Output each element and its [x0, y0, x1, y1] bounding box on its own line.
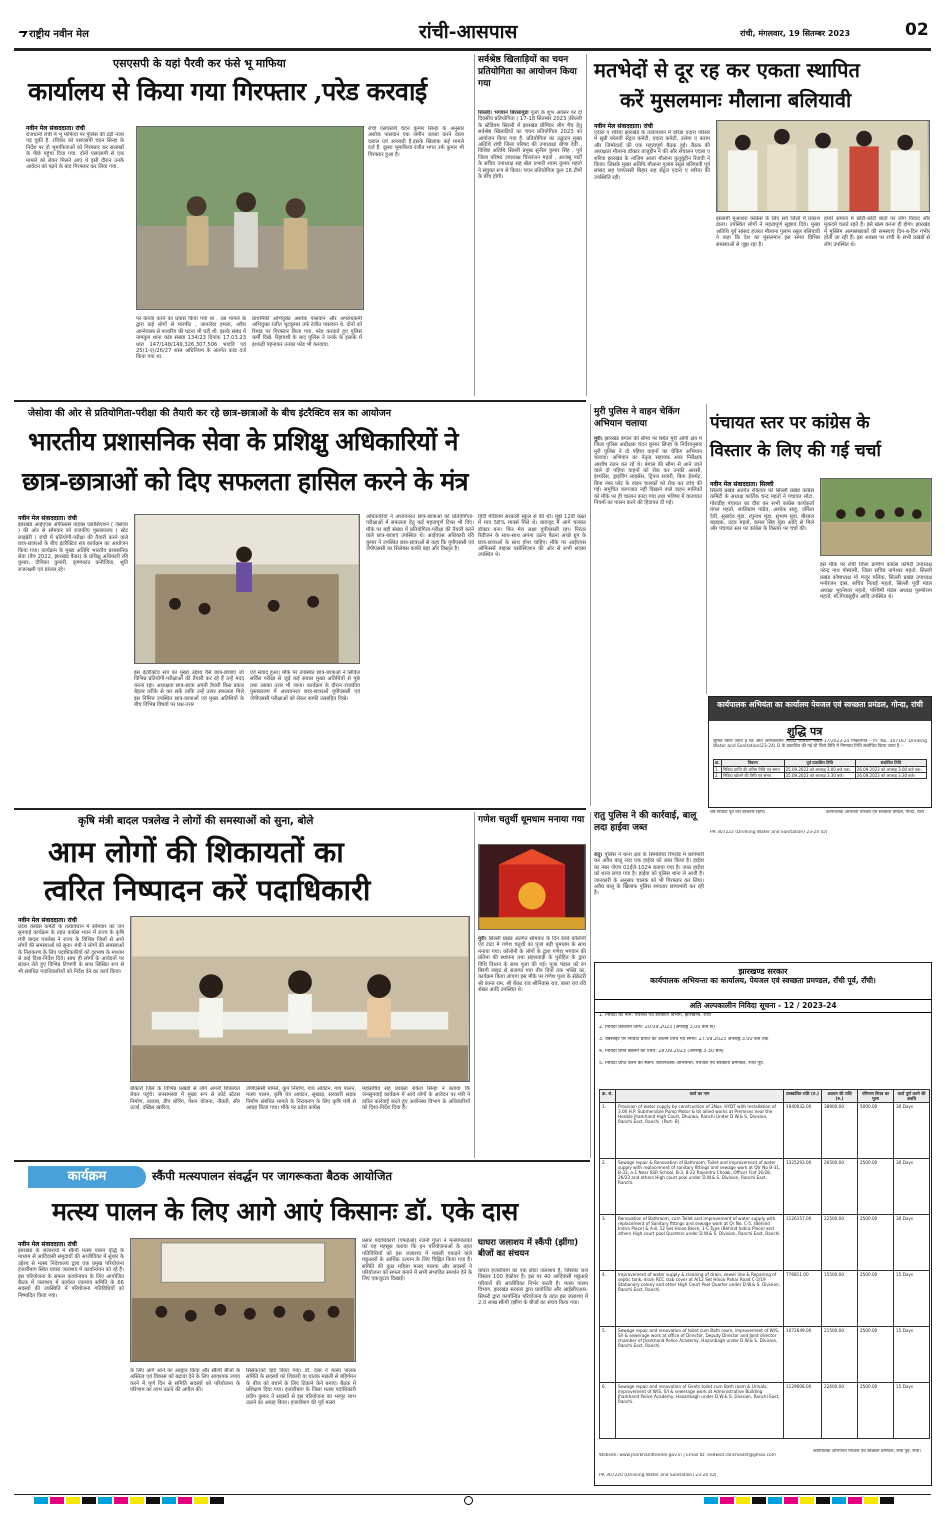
color-swatch: [752, 1497, 766, 1504]
table-cell: 2500.00: [858, 1215, 894, 1271]
story-body: हमारे समाज में छोटी-छोटी बातों पर लोग विवाद और मुकदमे चलते रहते हैं। इसे खत्म करना ही होगा। झारखंड में मुस्लिम अल्पसंख्यकों की समस्याएं दिन-ब-दिन गंभीर होती जा रही हैं। इस अवसर पर रांची के सभी प्रखंडों से लोग उपस्थित थे।: [824, 216, 930, 248]
story-text: सिल्ली प्रखंड अंतर्गत सोमवार के दिन रेलवे कॉलोनी एवं टाटा मे गणेश चतुर्थी का पूजा बड़ी धूमधाम के साथ मनाया गया। कॉलोनी के लोगों के द्वारा गणेश भगवान की प्रतिमा की स्थापना तथा संहारवाड़ी के पुरोहित के द्वारा विधि विधान के साथ पूजा की गई। पूजा पंडाल को रंग बिरंगी लाइट से सजाया गया तीन दिनों तक भक्ति का, कार्यक्रम किया जाएगा इस मौके पर गणेश पूजा के सेक्रेटरी श्री कान्त राम, श्री बेंकट राव श्रीनिवास राव, बाला राव रवि शेखर आदि उपस्थित थे।: [478, 936, 586, 994]
table-cell: 1129608.00: [784, 1383, 822, 1439]
color-swatch: [832, 1497, 846, 1504]
color-swatch: [66, 1497, 80, 1504]
table-cell: Sewage repair and renovation of Gents toilet cum Bath room & Urinals, improvement of W/S, S/I & sewerage work at Administrative Building Jharkhand Police Academy, Hazaribagh under D.W.& S. Division, Ranchi East, Ranchi.: [616, 1383, 784, 1439]
table-cell: 38900.00: [822, 1103, 858, 1159]
story-body: हिंदी मीडियम सरकारी स्कूल से की थी। मुझे 12वीं कक्षा में मात्र 58% मार्क्स मिले थे। बावजूद मैं आगे चलकर डॉक्टर बना। फिर मेरा लक्ष्य यूपीएससी रहा। निरंतर रिवीजन के साथ-साथ अपना उठना बैठना अच्छे ग्रुप के छात्र-छात्राओं के साथ होना चाहिए। मौके पर आईएएस ऑफिसर्स वाइव्स एसोसिएशन की ओर से सभी सदस्य उपस्थित थे।: [478, 514, 586, 559]
table-cell: Provision of water supply by construction of 2Nos. HYDT with Installation of 3.00 H.P. Submersible Pump Motor & Its allied works at Premises near the Honble Jharkhand High Court, Dhurwa, Ranchi Under D.W.& S. Division, Ranchi East, Ranchi. (Part- B).: [616, 1103, 784, 1159]
table-cell: 1325293.00: [784, 1159, 822, 1215]
notice-header: कार्यपालक अभियंता का कार्यालय पेयजल एवं स्वच्छता प्रमंडल, गोन्दा, रांची: [709, 697, 931, 721]
column-rule: [474, 54, 475, 396]
color-swatch: [98, 1497, 112, 1504]
table-header: क्र.: [715, 760, 720, 765]
masthead: [14, 18, 931, 48]
story-ias-interaction: [18, 404, 586, 806]
notice-pr: PR 307222 (Drinking Water and Sanitation) 23-24 (D): [710, 830, 828, 835]
section-rule: [14, 1160, 590, 1162]
table-cell: 1940032.00: [784, 1103, 822, 1159]
issue-date: रांची, मंगलवार, 19 सितम्बर 2023: [740, 29, 851, 38]
story-fisheries: [18, 1164, 588, 1488]
table-cell: 5000.00: [858, 1103, 894, 1159]
table-cell: 30 Days: [894, 1215, 930, 1271]
table-header: परिमाण विपत्र का मूल्य: [858, 1090, 894, 1103]
story-body: एदारा ए शरिया झारखंड के तत्वावधान में डोरंडा एदारा परिसर में सुन्नी बरेलवी सेंट्रल कमेटी, एदारा कमेटी, उलेमा ए कराम और जिम्मेदारों की एक महत्वपूर्ण बैठक हुई। बैठक की अध्यक्षता मौलाना डॉक्टर ताजुद्दीन ने की और संचालन एदारा ए शरिया झारखंड के नाजिम आला मौलाना कुतुबुद्दीन रिजवी ने किया। जिसके मुख्य अतिथि मौलाना गुलाम रसूल बलियावी पूर्व सांसद सह एमएलसी बिहार सह सेंट्रल एदारा ए शरिया की उपस्थिति रही।: [594, 130, 710, 181]
column-rule: [474, 812, 475, 1158]
story-byline: सिल्ली। भगवान बिरसामुंडा: [478, 110, 529, 116]
color-swatch: [720, 1497, 734, 1504]
story-body: एवं संवाद हुआ। मौके पर उपस्थित छात्र-छात्राओं ने सिविल सर्विस परीक्षा से जुड़े कई सवाल मुख्य अतिथियों से पूछे तथा उसका उत्तर भी जाना। कार्यक्रम के दौरान राजकीय पुस्तकालय में अध्ययनरत छात्र-छात्राओं यूपीएससी एवं जेपीएससी परीक्षाओं को लेकर काफी उत्साहित दिखे।: [250, 670, 360, 702]
janta-darbar-photo: [130, 916, 470, 1082]
color-swatch: [114, 1497, 128, 1504]
table-header-row: [600, 1090, 930, 1103]
story-congress-panchayat: [710, 404, 932, 694]
category-tag: कार्यक्रम: [28, 1166, 146, 1188]
story-body: [478, 936, 586, 1156]
notice-signature: कार्यपालक अभियंता पेयजल एवं स्वच्छता प्रमंडल, गोन्दा, रांची: [826, 810, 924, 815]
story-headline: मतभेदों से दूर रह कर एकता स्थापित: [594, 58, 860, 82]
table-row: [600, 1327, 930, 1383]
table-cell: 2500.00: [858, 1383, 894, 1439]
story-headline: पंचायत स्तर पर कांग्रेस के: [710, 413, 870, 433]
story-kicker: रातु पुलिस ने की कार्रवाई, बालू लदा हाईवा जब्त: [594, 811, 697, 833]
table-cell: 6.: [600, 1383, 616, 1439]
story-kicker: जेसोवा की ओर से प्रतियोगिता-परीक्षा की तैयारी कर रहे छात्र-छात्राओं के बीच इंटरैक्टिव सत्र का आयोजन: [28, 408, 392, 419]
table-cell: 5.: [600, 1327, 616, 1383]
photo-placeholder: [131, 1239, 355, 1361]
page-number: 02: [905, 20, 929, 40]
table-cell: 26500.00: [822, 1159, 858, 1215]
table-cell: 22600.00: [822, 1383, 858, 1439]
meeting-group-photo: [716, 120, 930, 212]
table-cell: 1.: [600, 1103, 616, 1159]
notice-info-line: 1. निविदा का नाम: पेयजल एवं स्वच्छता विभाग, झारखण्ड, राँची: [599, 1013, 711, 1018]
cmyk-swatches-right: [704, 1497, 904, 1504]
photo-placeholder: [717, 121, 929, 211]
story-body: प्रसार पदाधिकारी (एफईओ) रजनी गुप्ता ने मत्स्यपालकों को यह महसूस कराया कि इन परियोजनाओं के तहत गतिविधियों को इस जलाशय में मछली पकड़ने वाले मछुआरों के आर्थिक उत्थान के लिए चिह्नित किया गया है। समिति की कुछ महिला मत्स्य पालक और सदस्यों ने परियोजना को सफल बनाने में सभी संभावित समर्थन देने के लिए एकजुटता दिखाई।: [362, 1238, 472, 1283]
table-cell: 25.09.2023 को अपराह्न 3.00 बजे तक।: [784, 767, 855, 773]
table-row: [600, 1159, 930, 1215]
story-body: पर कब्जा करने का प्रयास किया गया था . उस मामले के द्वारा कई लोगों से मारपीट , जानलेवा हमला, अवैध आग्नेयास्त्र से फायरिंग की घटना भी घटी थी. इसके संबंध में नामकुम थाना कांड संख्या 134/23 दिनांक 17.03.23 धारा 147/148/149,326,307,506 भादवि एवं 25(1-ए)/26/27 शस्त्र अधिनियम के अंतर्गत कांड दर्ज किया गया था.: [136, 316, 246, 361]
story-body: [594, 852, 704, 956]
table-header: अग्रधन की राशि (रु.): [822, 1090, 858, 1103]
story-byline: नवीन मेल संवाददाता। रांची: [26, 125, 85, 132]
table-header: विवरण: [721, 760, 784, 767]
story-kicker: मुरी पुलिस ने वाहन चेकिंग अभियान चलाया: [594, 407, 680, 429]
table-header: प्राक्कलित राशि (रु.): [784, 1090, 822, 1103]
cmyk-swatches-left: [34, 1497, 234, 1504]
story-body: के लिए आगे आने का आह्वान किया और स्कैंपी बीजों के अस्तित्व एवं विकास को बढ़ावा देने के लिए आवश्यक उपाय करने में पूर्ण दिन से समिति सदस्यों को परियोजना के परिणाम का लाभ उठाने की अपील की।: [130, 1368, 240, 1394]
table-cell: निविदा खोलने की तिथि एवं समय: [721, 773, 784, 779]
column-rule: [590, 404, 591, 806]
story-byline: नवीन मेल संवाददाता। रांची: [18, 1241, 77, 1248]
story-body: [594, 436, 702, 800]
table-cell: Improvement of water supply & cleaning of drain, sewer line & Repairing of septic tank, drain RCC slab cover at A/12 Set Hinoo Pahar Road C-2/19 Stationary colony and other High Court Pool Quarter under D.W.& S. Division, Ranchi East, Ranchi.: [616, 1271, 784, 1327]
bird-icon: [16, 31, 27, 37]
table-cell: Sewage repair & Renovation of Bathroom, Toilet and improvement of water supply with replacement of sanitary fittings and sewage work at Qtr No B-31, B-33, a-1 Near SSR School, B-3, B-22 Rajendra Chowk, Officer Flat 16/28, 26/23 and others High court pool under D.W.& S. Division, Ranchi East, Ranchi.: [616, 1159, 784, 1215]
notice-body: सूचित किया जाता है कि अति अल्पकालीन निविदा आमंत्रण संख्या-17/2023-24 निकालपत्र - Pr. No. 307167 Drinking Water and Sanitation(23-24) D के प्रकाशित की गई थी जिसे विधि में निम्नवत तिथि संशोधित किया जाता है :-: [713, 739, 927, 749]
table-row: [714, 767, 927, 773]
story-headline: आम लोगों की शिकायतों का: [48, 835, 344, 869]
tender-notice: [594, 962, 932, 1486]
story-ganesh-chaturthi: [478, 812, 588, 1158]
table-cell: 15 Days: [894, 1327, 930, 1383]
story-headline: भारतीय प्रशासनिक सेवा के प्रशिक्षु अधिकारियों ने: [28, 427, 458, 456]
story-body: प्रदेश कांग्रेस कमेटी के तत्वावधान में सोमवार को जन सुनवाई कार्यक्रम के तहत कांग्रेस भवन में राज्य के कृषि मंत्री बादल पत्रलेख ने राज्य के विभिन्न जिलों से आये लोगों की समस्याओं को सुना। मंत्री ने लोगों की समस्याओं के निराकरण के लिए पदाधिकारियों को दूरभाष के माध्यम से कई दिशा-निर्देश दिये। साथ ही लोगों के आवेदनों पर संज्ञान लेते हुए विभिन्न टिप्पणी के साथ लिखित रूप से भी संबंधित पदाधिकारियों को निर्देश देने का कार्य किया।: [18, 924, 124, 975]
table-row: [600, 1103, 930, 1159]
table-header: पूर्व प्रकाशित तिथि: [784, 760, 855, 767]
notice-title: अति अल्पकालीन निविदा सूचना - 12 / 2023-24: [595, 999, 931, 1013]
notice-contact: Website: www.jharkhandtender.gov.in | Email ID: eedwsd.ranchieast@gmail.com: [599, 1453, 776, 1458]
photo-placeholder: [135, 515, 359, 663]
color-swatch: [736, 1497, 750, 1504]
table-header-row: [714, 760, 927, 767]
table-cell: 1.: [714, 767, 722, 773]
column-rule: [590, 812, 591, 1158]
color-swatch: [864, 1497, 878, 1504]
story-subkicker: घाघरा जलाशय में स्कैंपी (झींगा) बीजों का संचयन: [478, 1238, 579, 1259]
story-headline: करें मुसलमानः मौलाना बलियावी: [620, 88, 852, 112]
table-cell: 776811.00: [784, 1271, 822, 1327]
table-cell: 3.: [600, 1215, 616, 1271]
story-body: इस मौके पर रांची जिला ग्रामीण कांग्रेस कमिटी उपाध्यक्ष नरेन्द्र नाथ गोस्वामी, जिला सचिव नागेश्वर महतो, सिल्ली प्रखंड कोषाध्यक्ष मो मंजूर मलिक, सिल्ली प्रखंड उपाध्यक्ष मनोरंजन दास, सचिव निताई महतो, सिल्ली पूर्वी मंडल अध्यक्ष भुवनेश्वर महतो, पश्चिमी मंडल अध्यक्ष पुरुषोत्तम महतो, मो.गियासुद्दीन आदि उपस्थित थे।: [820, 562, 932, 601]
table-row: [600, 1215, 930, 1271]
story-body: झारखंड आईएएस ऑफिसर्स वाइव्स एसोसिएशन ( जेसोवा ) की ओर से सोमवार को राजकीय पुस्तकालय ( स्टेट लाइब्रेरी ) रांची में प्रतियोगी-परीक्षा की तैयारी करने वाले छात्र-छात्राओं के बीच इंटरैक्टिव सत्र कार्यक्रम का आयोजन किया गया। कार्यक्रम के मुख्य अतिथि भारतीय प्रशासनिक सेवा (बैच 2022, झारखंड कैडर) के प्रशिक्षु अधिकारी रवि कुमार, दीपिका कुमारी, कृष्णकांत कनौजिया, श्रुति राजलक्ष्मी एवं प्रांजल रहे।: [18, 522, 128, 573]
color-swatch: [178, 1497, 192, 1504]
story-body: इस्लामी मुआशरा कांफ्रेंस के लिए सर्व जिलों में प्रकाश डाला। उपस्थित लोगों ने महत्वपूर्ण सुझाव दिये। मुख्य अतिथि पूर्व सांसद हजरत मौलाना गुलाम रसूल बलियावी ने कहा कि देश का मुसलमान इस समय विभिन्न समस्याओं से जूझ रहा है।: [716, 216, 820, 248]
photo-placeholder: [137, 127, 363, 309]
notice-org: झारखण्ड सरकार: [738, 967, 788, 976]
color-swatch: [82, 1497, 96, 1504]
table-cell: 30 Days: [894, 1103, 930, 1159]
story-body: इस इंटरैक्टिव सत्र का मुख्य उद्देश्य वैसे छात्र-छात्राएं जो विभिन्न प्रतियोगी-परीक्षाओं की तैयारी कर रहे हैं उन्हें मदद करना रहा। अध्यक्षता छात्र-छात्रा अपनी तैयारी किस प्रकार बेहतर तरीके से कर सकें ताकि उन्हें उत्पर सफलता मिले इस निमित्त उपस्थित छात्र-छात्राओं एवं मुख्य अतिथियों के बीच विभिन्न विषयों पर प्रश्न-उत्तर: [134, 670, 244, 709]
story-body: अधिकारियों ने अध्ययनरत छात्र-छात्राओं को प्रतियोगिता-परीक्षाओं में सफलता हेतु कई महत्वपूर्ण टिप्स भी दिए। मौके पर बड़ी संख्या में प्रतियोगिता-परीक्षा की तैयारी करने वाले छात्र-छात्राएं उपस्थित थे। आईएएस अधिकारी रवि कुमार ने उपस्थित छात्र-छात्राओं से कहा कि यूपीएससी एवं जेपीएससी का सिलेबस काफी बड़ा और विस्तृत है।: [366, 514, 474, 553]
table-cell: 26.09.2023 को अपराह्न 3.30 बजे।: [855, 773, 926, 779]
section-title: रांची-आसपास: [419, 21, 518, 43]
table-cell: 1126157.00: [784, 1215, 822, 1271]
ias-session-photo: [134, 514, 360, 664]
notice-info-list: [599, 1013, 929, 1087]
story-body: प्राथमिकी अभियुक्त अशोक पासवान और अपराधकर्मी अभियुक्त रंजीत भुटकुमार उर्फ रंजीत पासवान थे. दोनों को रिमांड पर गिरफ्तार किया गया. परेड करवाते हुए पुलिस कर्मी दिखे. रिहायशी के बाद पुलिस ने उनके के इलाके में इश्कड़ी पहनाकर उनका परेड भी करवाया.: [252, 316, 362, 348]
story-body: बोकारो जिले के विभिन्न प्रखंडों से लोग अपनी शिकायत लेकर पहुंचे। जनसमस्या में मुख्य रूप से कोर्ट स्टेटस निर्माण, तालाब, डीप बोरिंग, पेंशन योजना, नौकरी, सौर ऊर्जा, दखिल खारिज,: [130, 1086, 240, 1112]
registration-mark: [464, 1496, 473, 1505]
section-rule: [14, 808, 586, 810]
table-cell: 2500.00: [858, 1327, 894, 1383]
story-byline: मुरी।: [594, 436, 603, 442]
notice-info-line: 4. निविदा प्रपत्र खोलने की तिथि: 28.09.2023 (अपराह्न 3.30 बजे): [599, 1049, 724, 1054]
table-cell: 22500.00: [822, 1215, 858, 1271]
story-kicker: कृषि मंत्री बादल पत्रलेख ने लोगों की समस्याओं को सुना, बोले: [78, 815, 314, 827]
color-swatch: [34, 1497, 48, 1504]
newspaper-logo: [18, 26, 89, 40]
story-byline: नवीन मेल संवाददाता। रांची: [594, 123, 653, 130]
ganesh-pandal-photo: [478, 844, 586, 930]
table-cell: 30 Days: [894, 1159, 930, 1215]
color-swatch: [210, 1497, 224, 1504]
story-byline: नवीन मेल संवाददाता। रांची: [18, 917, 77, 924]
logo-text: राष्ट्रीय नवीन मेल: [29, 29, 89, 40]
color-swatch: [880, 1497, 894, 1504]
photo-placeholder: [131, 917, 469, 1081]
congress-meeting-photo: [820, 478, 932, 556]
table-cell: Renovation of Bathroom, cum Toilet and improvement of water supply with replacement of Sanitary fittings and sewage work at Qr No. C-5, (Behind Indira Place) & A-8, 12 Set Hinoo Block, 1-C-Type (Behind Indira Place) and others High court pool Quarters under D.W.& S. Division, Ranchi East, Ranchi.: [616, 1215, 784, 1271]
story-headline: मत्स्य पालन के लिए आगे आएं किसानः डॉ. एके दास: [52, 1197, 518, 1226]
story-kicker: एसएसपी के यहां पैरवी कर फंसे भू माफिया: [113, 57, 286, 70]
table-cell: 1072649.00: [784, 1327, 822, 1383]
print-registration-bar: [14, 1494, 931, 1504]
table-header: कार्य पूर्ण करने की अवधि: [894, 1090, 930, 1103]
story-kicker: गणेश चतुर्थी धूमधाम मनाया गया: [478, 815, 585, 825]
color-swatch: [816, 1497, 830, 1504]
table-cell: 2500.00: [858, 1271, 894, 1327]
story-minister-grievances: [18, 812, 470, 1158]
story-byline: मुरी।: [478, 936, 487, 942]
story-text: पूजा के शुभ अवसर पर दो दिवसीय प्रतियोगिता ( 17-18 सितम्बर 2023 )सिल्ली के स्टेडियम सिल्ली में झारखंड प्रीमियर लीग मैच हेतु सर्वश्रेष्ठ खिलाड़ियों का चयन प्रतियोगिता 2023 का आयोजन किया गया है. प्रतियोगिता का उद्घाटन मुख्य अतिथि रांची जिला परिषद की उपाध्यक्षा बीणा देवी , विशिष्ट अतिथि सिल्ली प्रमुख सुनील कुमार सिंह , पूर्व जिला परिषद उपाध्यक्ष चित्तरंजन महतो , आजसु पार्टी के सचिव उपाध्यक्ष सह खेल प्रभारी श्याम कुमार महतो ने संयुक्त रूप से किया। चयन प्रतियोगिता कुल 16 टीमों के बीच होगी।: [478, 110, 582, 181]
story-body: [478, 110, 582, 394]
story-body: सिर्सक)को व्हर्ड किया गया। डॉ. दास ने मत्स्य पालक समिति के सदस्यों को शिकारी या घातक मछली से बहिर्गमन के बीज को बचाने के लिए टिकाने केने बनाएं। बैठक में प्रशिक्षण दिया गया। हजारीबाग के जिला मत्स्य पदाधिकारी प्रदीप कुमार ने सदस्यों से इस परियोजना का भरपूर लाभ उठाने का आग्रह किया। हजारीबाग की पूर्व मत्स्य: [246, 1368, 356, 1407]
notice-title: शुद्धि पत्र: [787, 725, 823, 738]
story-headline: त्वरित निष्पादन करें पदाधिकारी: [44, 873, 371, 907]
table-cell: 2500.00: [858, 1159, 894, 1215]
section-rule: [14, 400, 586, 402]
notice-pr: PR 307220 (Drinking Water and Sanitation) 23-24 (D): [599, 1473, 717, 1478]
story-byline: नवीन मेल संवाददाता। रांची: [18, 515, 77, 522]
story-kicker: स्कैंपी मत्स्यपालन संवर्द्धन पर जागरूकता बैठक आयोजित: [152, 1169, 393, 1183]
story-headline: छात्र-छात्राओं को दिए सफलता हासिल करने के मंत्र: [22, 467, 468, 496]
story-headline: कार्यालय से किया गया गिरफ्तार ,परेड करवाई: [28, 77, 427, 106]
story-text: पुलिस ने थाना क्षेत्र के सिमलिया रिंगरोड में छापेमारी कर अवैध बालू लदा एक हाईवा को जब्त किया है। हाईवा का नंबर जेएच 01ईजे-1024 बताया गया है। जब्त हाईवा को थाना लाया गया है। हाईवा को पुलिस थाना ले आयी है। जानकारी के अनुसार चालक को भी गिरफ्तार कर लिया। अवैध बालू के खिलाफ पुलिस लगातार छापामारी कर रही है।: [594, 852, 704, 897]
table-cell: निविदा प्राप्ति की अंतिम तिथि एवं समय: [721, 767, 784, 773]
table-cell: Sewage repair and renovation of toilet cum Bath room, improvement of W/S, S/I & sewerage work at office of Director, Deputy Director and Joint director chamber of Jharkhand Police Academy, Hazaribagh under D.W.& S. Division, Ranchi East, Ranchi.: [616, 1327, 784, 1383]
color-swatch: [130, 1497, 144, 1504]
table-row: [600, 1271, 930, 1327]
color-swatch: [784, 1497, 798, 1504]
color-swatch: [194, 1497, 208, 1504]
notice-info-line: 2. निविदा प्रकाशन तिथि: 20.09.2023 (अपराह्न 3.00 बजे से): [599, 1025, 715, 1030]
color-swatch: [800, 1497, 814, 1504]
color-swatch: [848, 1497, 862, 1504]
color-swatch: [162, 1497, 176, 1504]
story-headline: विस्तार के लिए की गई चर्चा: [710, 441, 881, 461]
table-header: संशोधित तिथि: [855, 760, 926, 767]
story-body: सिल्ली प्रखंड अंतर्गत रंकियार को सिल्ली प्रखंड कांग्रेस कमिटी के अध्यक्ष कार्तिक चन्द्र महतो ने पंचायत लोटा, गोराडीह पंचायत का दौरा कर सभी कांग्रेस कार्यकर्ता मंगल महतो, शालिग्राम पांडेय, अशोक साहू, उर्मिला देवी, सुखदेव मुंडा, रघुनाथ मुंडा, सुभाष मुंडा, बीरबल बड़ाइक, उदय महतो, कमल सिंह मुंडा आदि से मिले और पंचायत स्तर पर कांग्रेस के विस्तार पर चर्चा की।: [710, 488, 814, 533]
notice-info-line: 3. वेबसाइट पर निविदा प्राप्ति की अंतिम तिथि एवं समय: 27.09.2023 अपराह्न 3.00 बजे तक: [599, 1037, 769, 1042]
story-body: घाघरा हजारीबाग का एक छोटा जलाशय है, जिसका जल विस्तार 100 हेक्टेयर है। इस पर 40 आदिवासी मछुआरे परिवारों की आजीविका निर्भर करती है। मत्स्य पालन विभाग, झारखंड सरकार द्वारा प्रायोजित और आईसीएआर-सिफरी द्वारा कार्यान्वित परियोजना के तहत इस जलाशय में 2.0 लाख स्कैंपी /झींगा के बीजों का संचय किया गया।: [478, 1268, 588, 1307]
tender-table: [599, 1089, 930, 1439]
table-row: [714, 773, 927, 779]
story-sports-selection: [478, 54, 582, 396]
story-byline: नवीन मेल संवाददाता। सिल्ली: [710, 481, 774, 488]
story-body: जेपीएससी मामले, कूप निर्माण, गाय आवंटन, गाय पालन, मत्स्य पालन, कृषि यंत्र आवंटन, सुखाड़, सरकारी सड़क निर्माण संबंधित मामले के निराकरण के लिए कृषि मंत्री से आग्रह किया गया। मौके पर प्रदेश कांग्रेस: [246, 1086, 356, 1112]
table-cell: 2.: [714, 773, 722, 779]
story-body: रांची एसएसपी चंदन कुमार सिन्हा के अनुसार अशोक पासवान एक जमीन कब्जा करने वाला दलाल एवं अपराधी है.इसके खिलाफ़ कई मामले दर्ज हैं. दूसरा भूमाफिया रंजीत भगत उर्फ कुमार भी गिरफ्तार हुआ है।: [368, 126, 464, 158]
column-rule: [586, 54, 587, 396]
story-body: झारखंड के जलाशयों में स्कैंपी मत्स्य पालन वृद्धि के माध्यम से आदिवासी समुदायों की आजीविका में सुधार के उद्देश्य से मत्स्य निदेशालय द्वारा एक प्रमुख परियोजना हजारीबाग स्थित घाघरा जलाशय में कार्यान्वयन को रहे हैं। इस परियोजना के सफल कार्यान्वयन के लिए आयोजित बैठक में जलाशय में कार्यरत एकमात्र समिति के 66 सदस्यों की उपस्थिति में परियोजना गतिविधियों को निष्पादित किया गया।: [18, 1248, 124, 1299]
police-arrest-photo: [136, 126, 364, 310]
story-maulana-unity: [592, 54, 932, 396]
notice-footer-note: शेष निविदा पूर्व वत्त बरकरार रहेगी।: [710, 810, 766, 815]
corrigendum-notice: [708, 696, 932, 808]
table-header: क्र. सं.: [600, 1090, 616, 1103]
table-cell: 15 Days: [894, 1383, 930, 1439]
photo-placeholder: [821, 479, 931, 555]
table-cell: 4.: [600, 1271, 616, 1327]
table-cell: 26.09.2023 को अपराह्न 3.00 बजे तक।: [855, 767, 926, 773]
color-swatch: [704, 1497, 718, 1504]
column-rule: [706, 404, 707, 694]
table-cell: 15 Days: [894, 1271, 930, 1327]
photo-placeholder: [479, 845, 585, 929]
notice-header: कार्यपालक अभियन्ता का कार्यालय, पेयजल एवं स्वच्छता प्रमण्डल, राँची पूर्व, राँची।: [650, 976, 876, 985]
story-land-mafia: [18, 54, 466, 396]
notice-signature: कार्यपालक अभियन्ता पेयजल एवं स्वच्छता प्रमण्डल, राँची पूर्व, राँची।: [813, 1449, 921, 1454]
fisheries-meeting-photo: [130, 1238, 356, 1362]
story-byline: रातु।: [594, 852, 603, 858]
table-cell: 15500.00: [822, 1271, 858, 1327]
story-body: राजधानी रांची में भू माफिया पर पुलिस की टेढ़ी नजर पड़ चुकी है. रविवार को एसएसपी चंदन सिन्हा के निर्देश पर दो भूमाफियाओं को गिरफ्तार कर सलाखों के पीछे पहुंचा दिया गया. दोनों एसएसपी से एक मामले को लेकर मिलने आए थे इसी दौरान उनके आवेदन को पढ़ने के बाद गिरफ्तार कर लिया गया.: [26, 132, 124, 171]
color-swatch: [50, 1497, 64, 1504]
story-muri-vehicle-check: [594, 404, 702, 802]
table-row: [600, 1383, 930, 1439]
story-ratu-sand-seizure: [594, 808, 706, 958]
masthead-rule: [14, 48, 931, 51]
story-text: झारखंड बंगाल की सीमा पर स्थित मुरी ओपी क्षेत्र में जिला पुलिस अधीक्षक चंदन कुमार सिन्हा के निर्देशानुसार मुरी पुलिस ने दो पहिया वाहनों का चेकिंग अभियान चलाया। अभियान का नेतृत्व सहायक अवर निरीक्षक आशीष रंजन कर रहे थे। बंगाल की सीमा से आने जाने वाले दो पहिया वाहनों को रोक कर उनकी आरसी, इंश्योरेंस, ड्राइविंग लाइसेंस, ट्रिपल सवारी, बिना हेलमेट, बिना नंबर प्लेट के वाहन चालकों को रोक कर जांच की गई। समुचित कागजात नहीं दिखाने वाले वाहन मालिकों को मौके पर ही चालान काटा गया तथा भविष्य में यातायात नियमों का पालन करने की हिदायत दी गई।: [594, 436, 702, 507]
notice-info-line: 5. निविदा प्राप्त करने का स्थान: कार्यपालक अभियन्ता, पेयजल एवं स्वच्छता प्रमण्डल, राँची पूर्व: [599, 1061, 763, 1066]
color-swatch: [768, 1497, 782, 1504]
table-cell: 21500.00: [822, 1327, 858, 1383]
corrigendum-table: [713, 759, 927, 779]
story-body: महासचिव सह प्रवक्ता राकेश सिन्हा ने बताया कि जनसुनवाई कार्यक्रम में आये लोगों के आवेदन पर मंत्री ने त्वरित कार्रवाई करते हुए अधीनस्थ विभाग के अधिकारियों को दिशा-निर्देश दिया है।: [362, 1086, 470, 1112]
color-swatch: [146, 1497, 160, 1504]
table-cell: 25.09.2023 को अपराह्न 3.30 बजे।: [784, 773, 855, 779]
table-cell: 2.: [600, 1159, 616, 1215]
table-header: कार्य का नाम: [616, 1090, 784, 1103]
story-kicker: सर्वश्रेष्ठ खिलाड़ियों का चयन प्रतियोगिता का आयोजन किया गया: [478, 55, 577, 89]
